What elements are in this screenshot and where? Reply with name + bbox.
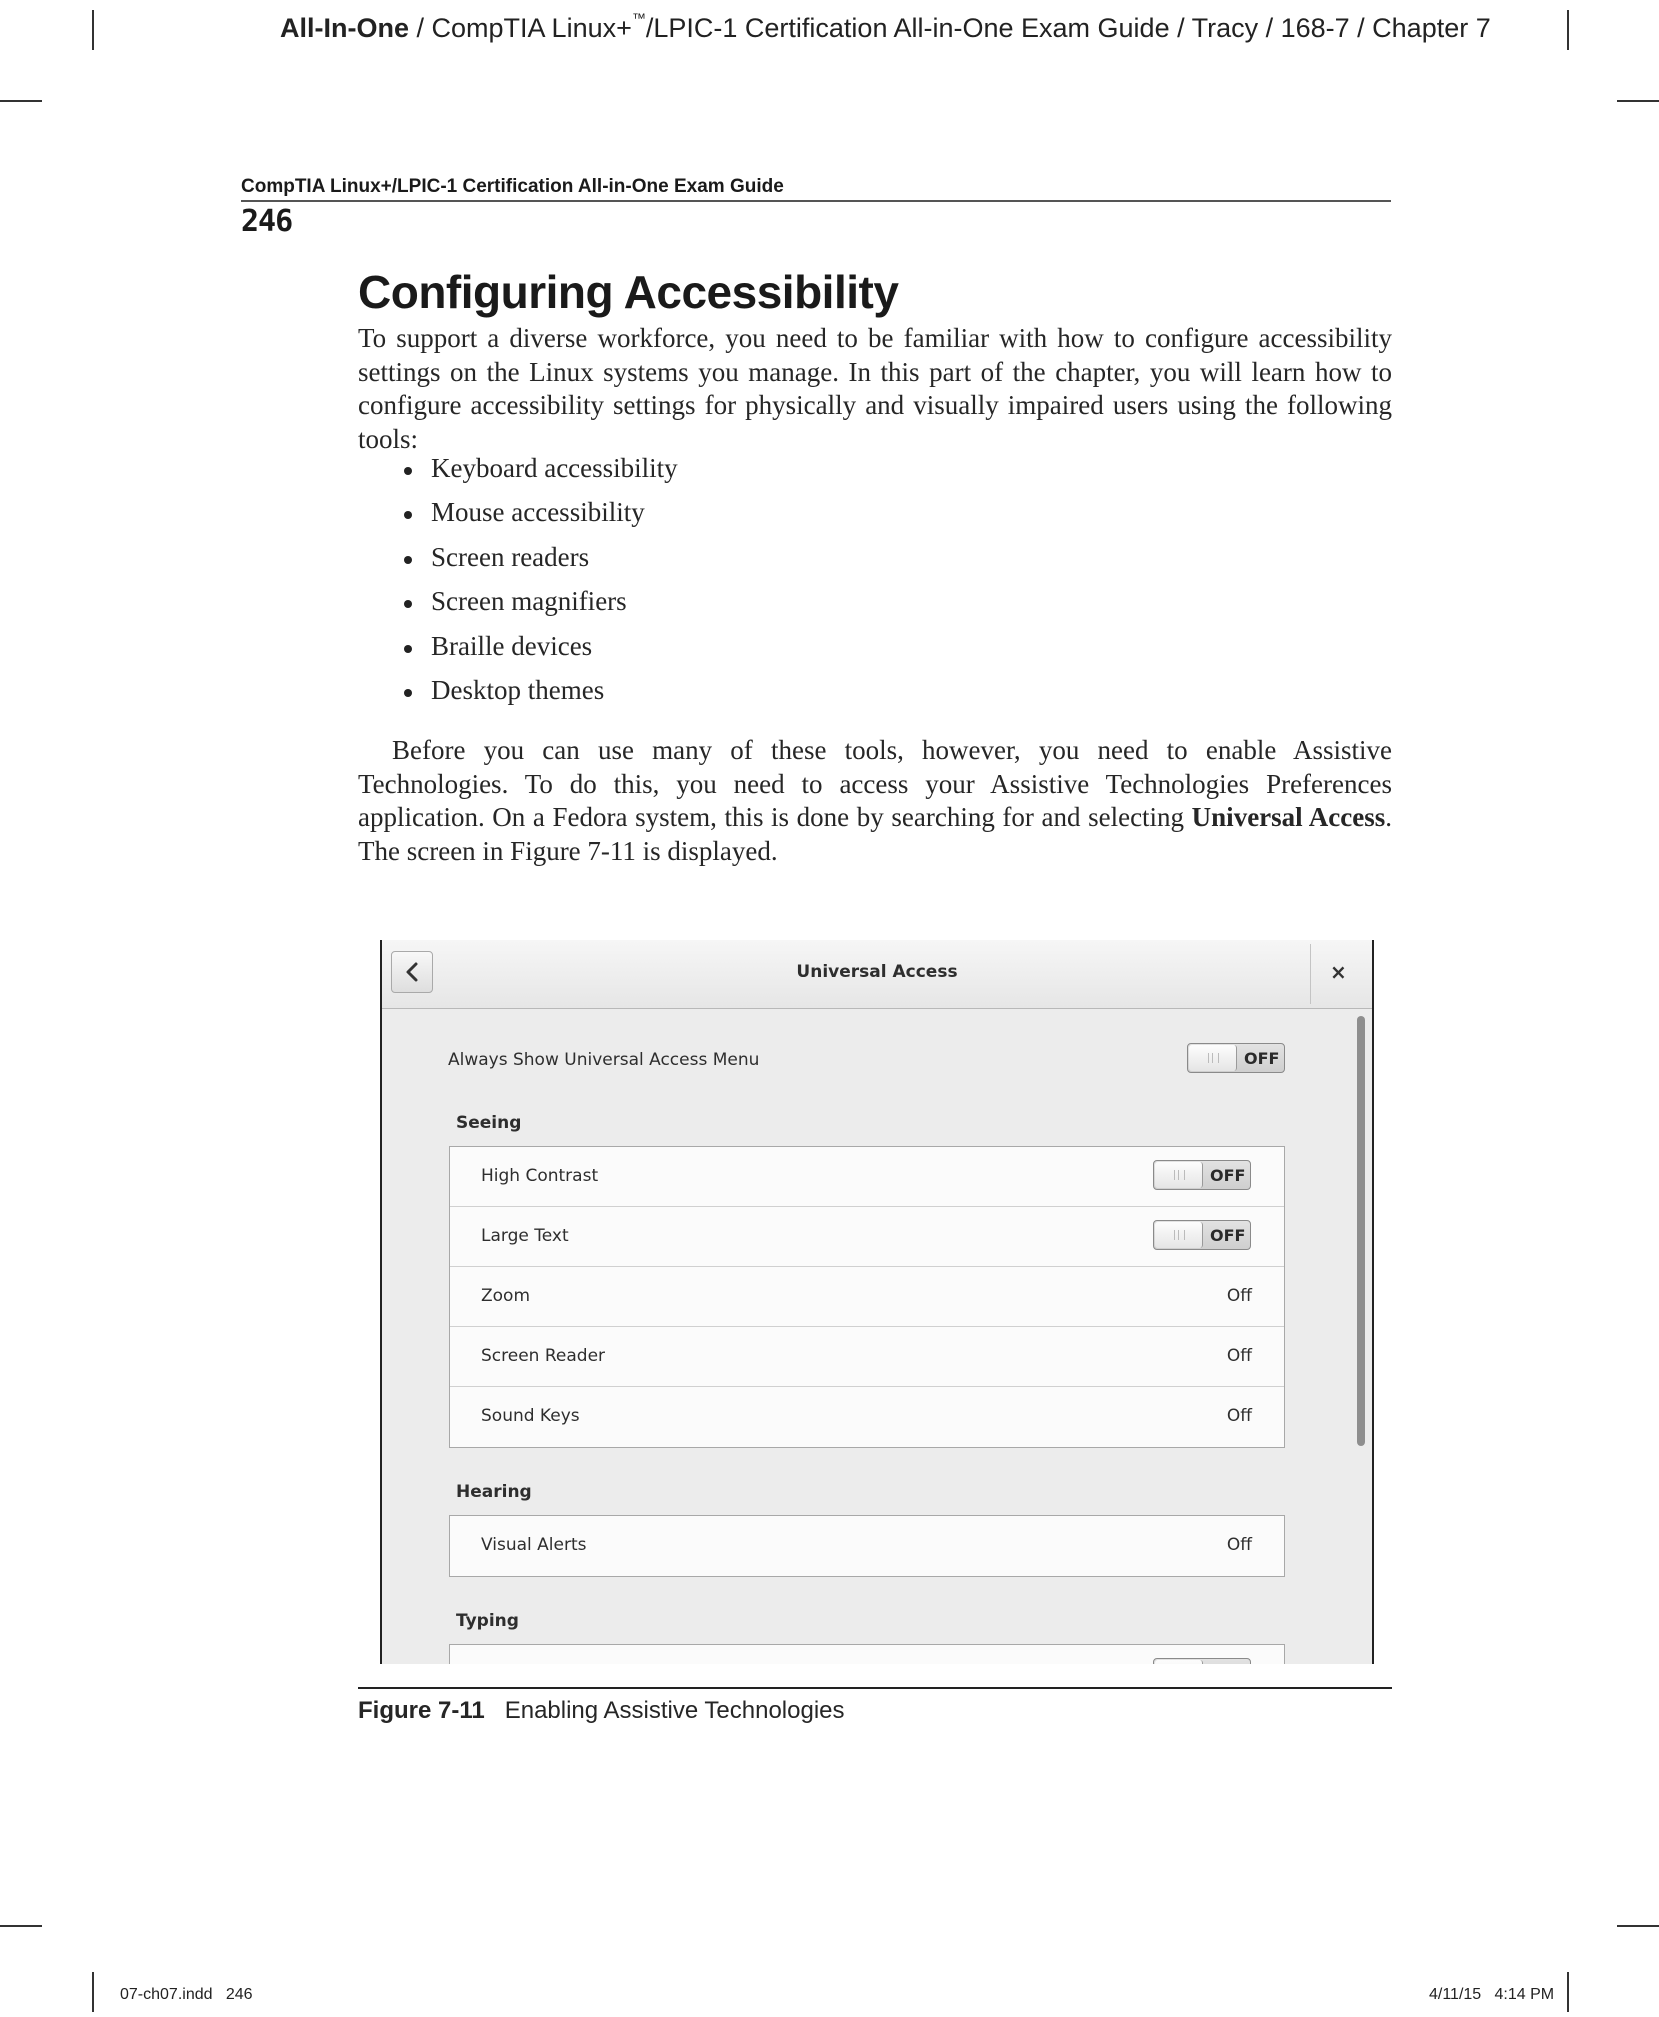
setting-row-screen-reader[interactable] [450,1327,1284,1387]
list-item: Braille devices [404,624,678,668]
trim-mark [1617,100,1659,102]
figure-label: Figure 7-11 [358,1697,485,1724]
body-text-after: . The screen in Figure 7-11 is displayed. [358,802,1392,866]
seeing-list [449,1146,1285,1448]
universal-access-term: Universal Access [1191,802,1386,832]
high-contrast-switch[interactable] [1153,1160,1251,1190]
footer-timestamp: 4/11/15 4:14 PM [1429,1986,1555,2003]
list-item: Keyboard accessibility [404,446,678,490]
footer-filename: 07-ch07.indd 246 [120,1986,253,2003]
grip-icon [1174,1230,1185,1240]
list-item: Mouse accessibility [404,490,678,534]
always-show-menu-label: Always Show Universal Access Menu [448,1050,760,1070]
trim-mark [0,100,42,102]
setting-label: Zoom [481,1286,531,1306]
header-bar [382,940,1372,1009]
setting-label: Large Text [481,1226,569,1246]
tools-list [404,446,678,712]
switch-knob [1189,1045,1237,1071]
switch-knob [1155,1162,1203,1188]
trim-mark [1567,1972,1569,2012]
grip-icon [1174,1170,1185,1180]
trim-mark [1617,1925,1659,1927]
setting-label: High Contrast [481,1166,599,1186]
seeing-section-header: Seeing [456,1113,522,1133]
typing-section-header: Typing [456,1611,519,1631]
setting-row-visual-alerts[interactable] [450,1516,1284,1576]
grip-icon [1208,1053,1219,1063]
setting-label: Visual Alerts [481,1535,587,1555]
trim-mark [92,1972,94,2012]
switch-knob [1155,1660,1203,1664]
body-text [358,734,1392,868]
setting-row-zoom[interactable] [450,1267,1284,1327]
universal-access-window [380,940,1374,1664]
hearing-section-header: Hearing [456,1482,532,1502]
switch-state: OFF [1210,1166,1246,1185]
setting-row-high-contrast[interactable] [450,1147,1284,1207]
intro-paragraph [358,322,1392,456]
slug-line [280,10,1491,44]
page-number: 246 [241,204,293,239]
list-item: Desktop themes [404,668,678,712]
hearing-list [449,1515,1285,1577]
list-item: Screen magnifiers [404,579,678,623]
list-item: Screen readers [404,535,678,579]
figure-caption [358,1697,845,1725]
slug-trademark: ™ [631,10,646,26]
body-paragraph [358,734,1392,868]
trim-mark [92,10,94,50]
trim-mark [1567,10,1569,50]
setting-value: Off [1226,1406,1252,1426]
slug-book: CompTIA Linux+ [431,13,632,43]
typing-list [449,1644,1285,1664]
setting-value: Off [1226,1286,1252,1306]
switch-state: OFF [1210,1226,1246,1245]
always-show-menu-switch[interactable] [1187,1043,1285,1073]
trim-mark [0,1925,42,1927]
section-heading: Configuring Accessibility [358,266,899,318]
slug-series: All-In-One [280,13,409,43]
setting-value: Off [1226,1346,1252,1366]
switch-state: OFF [1244,1049,1280,1068]
setting-value: Off [1226,1535,1252,1555]
large-text-switch[interactable] [1153,1220,1251,1250]
scrollbar-thumb[interactable] [1357,1016,1365,1446]
window-title: Universal Access [796,962,958,982]
switch-knob [1155,1222,1203,1248]
slug-rest: /LPIC-1 Certification All-in-One Exam Guide / Tracy / 168-7 / Chapter 7 [645,13,1491,43]
figure-caption-text: Enabling Assistive Technologies [504,1697,845,1724]
intro-text: To support a diverse workforce, you need to be familiar with how to configure accessibility settings on the Linux systems you manage. In this part of the chapter, you will learn how to configure accessibility settings for physically and visually impaired users using the following tools: [358,323,1392,454]
setting-label: Screen Reader [481,1346,606,1366]
setting-row-sound-keys[interactable] [450,1387,1284,1447]
typing-switch[interactable] [1153,1658,1251,1664]
figure-rule [358,1687,1392,1689]
body-text-before: Before you can use many of these tools, however, you need to enable Assistive Technologies. To do this, you need to access your Assistive Technologies Preferences application. On a Fedora system, this is done by searching for and selecting [358,735,1392,832]
slug-separator: / [409,13,432,43]
close-icon[interactable]: × [1330,960,1347,984]
running-head: CompTIA Linux+/LPIC-1 Certification All-in-One Exam Guide [241,176,1391,202]
setting-label: Sound Keys [481,1406,580,1426]
titlebar-separator [1310,944,1311,1004]
setting-row-large-text[interactable] [450,1207,1284,1267]
